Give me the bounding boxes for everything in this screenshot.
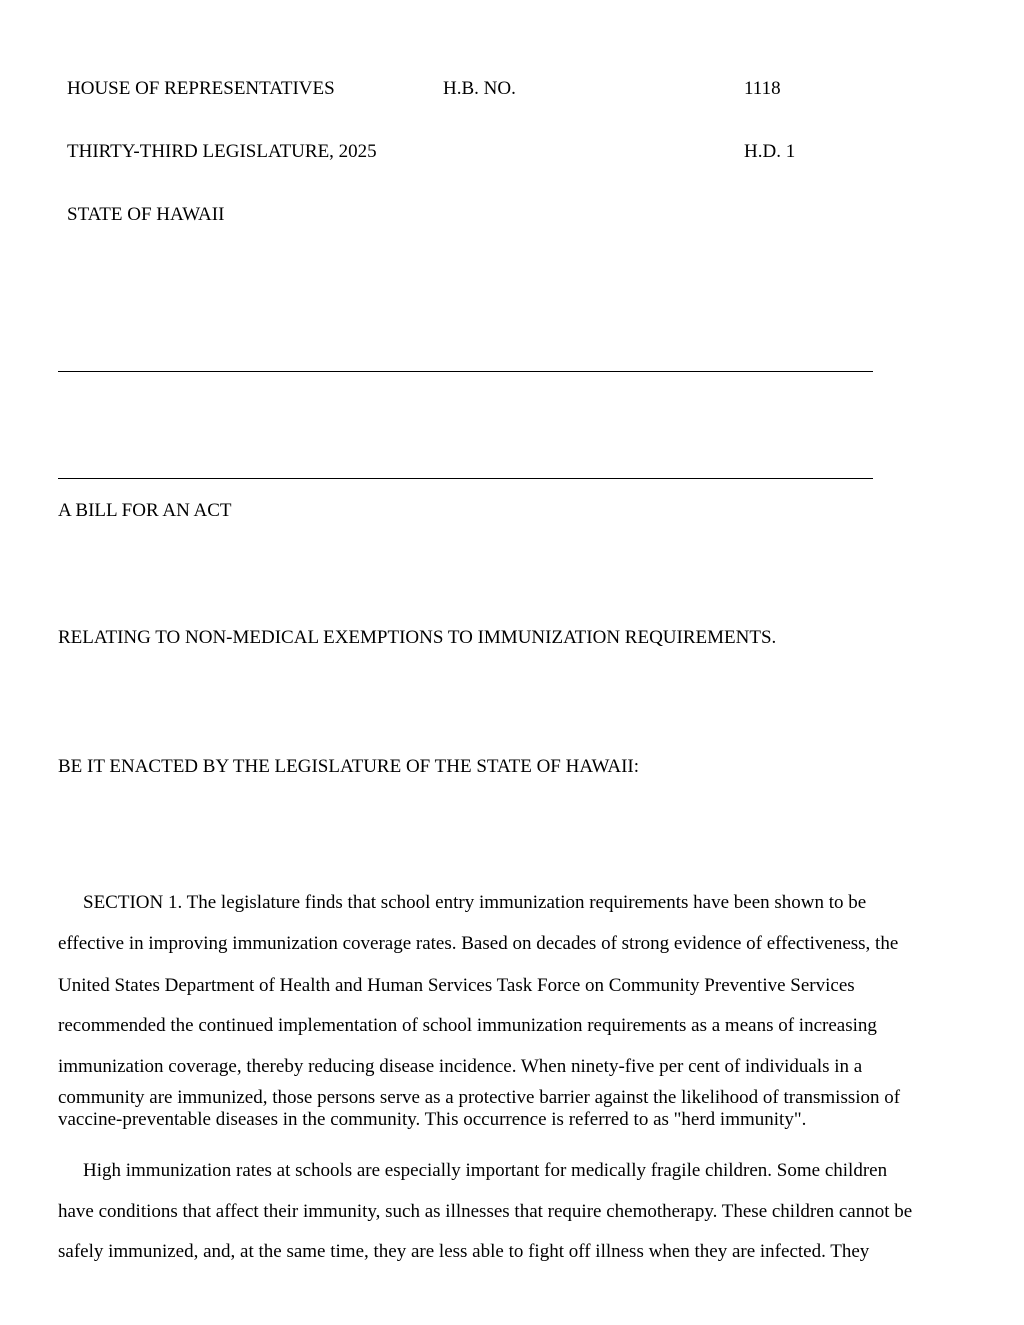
bill-number: 1118 [744, 78, 781, 99]
section1-line: vaccine-preventable diseases in the community. This occurrence is referred to as "herd immunity". [58, 1109, 807, 1130]
state-label: STATE OF HAWAII [67, 204, 225, 225]
title-rule-bottom [58, 478, 873, 479]
enacting-clause: BE IT ENACTED BY THE LEGISLATURE OF THE STATE OF HAWAII: [58, 756, 640, 777]
section1-line: SECTION 1. The legislature finds that school entry immunization requirements have been shown to be [83, 892, 867, 913]
legislature-label: THIRTY-THIRD LEGISLATURE, 2025 [67, 141, 377, 162]
section1-line: recommended the continued implementation of school immunization requirements as a means of increasing [58, 1015, 877, 1036]
paragraph2-line: High immunization rates at schools are especially important for medically fragile children. Some children [83, 1160, 888, 1181]
bill-number-label: H.B. NO. [443, 78, 516, 99]
section1-line: community are immunized, those persons serve as a protective barrier against the likelihood of transmission of [58, 1087, 901, 1108]
draft-number: H.D. 1 [744, 141, 796, 162]
paragraph2-line: have conditions that affect their immunity, such as illnesses that require chemotherapy. These children cannot be [58, 1201, 913, 1222]
section1-line: United States Department of Health and Human Services Task Force on Community Preventive Services [58, 975, 855, 996]
section1-line: effective in improving immunization coverage rates. Based on decades of strong evidence of effectiveness, the [58, 933, 899, 954]
chamber-label: HOUSE OF REPRESENTATIVES [67, 78, 335, 99]
relating-to-title: RELATING TO NON-MEDICAL EXEMPTIONS TO IMMUNIZATION REQUIREMENTS. [58, 627, 777, 648]
title-rule-top [58, 371, 873, 372]
bill-for-heading: A BILL FOR AN ACT [58, 500, 232, 521]
paragraph2-line: safely immunized, and, at the same time, they are less able to fight off illness when they are infected. They [58, 1241, 870, 1262]
section1-line: immunization coverage, thereby reducing disease incidence. When ninety-five per cent of individuals in a [58, 1056, 863, 1077]
